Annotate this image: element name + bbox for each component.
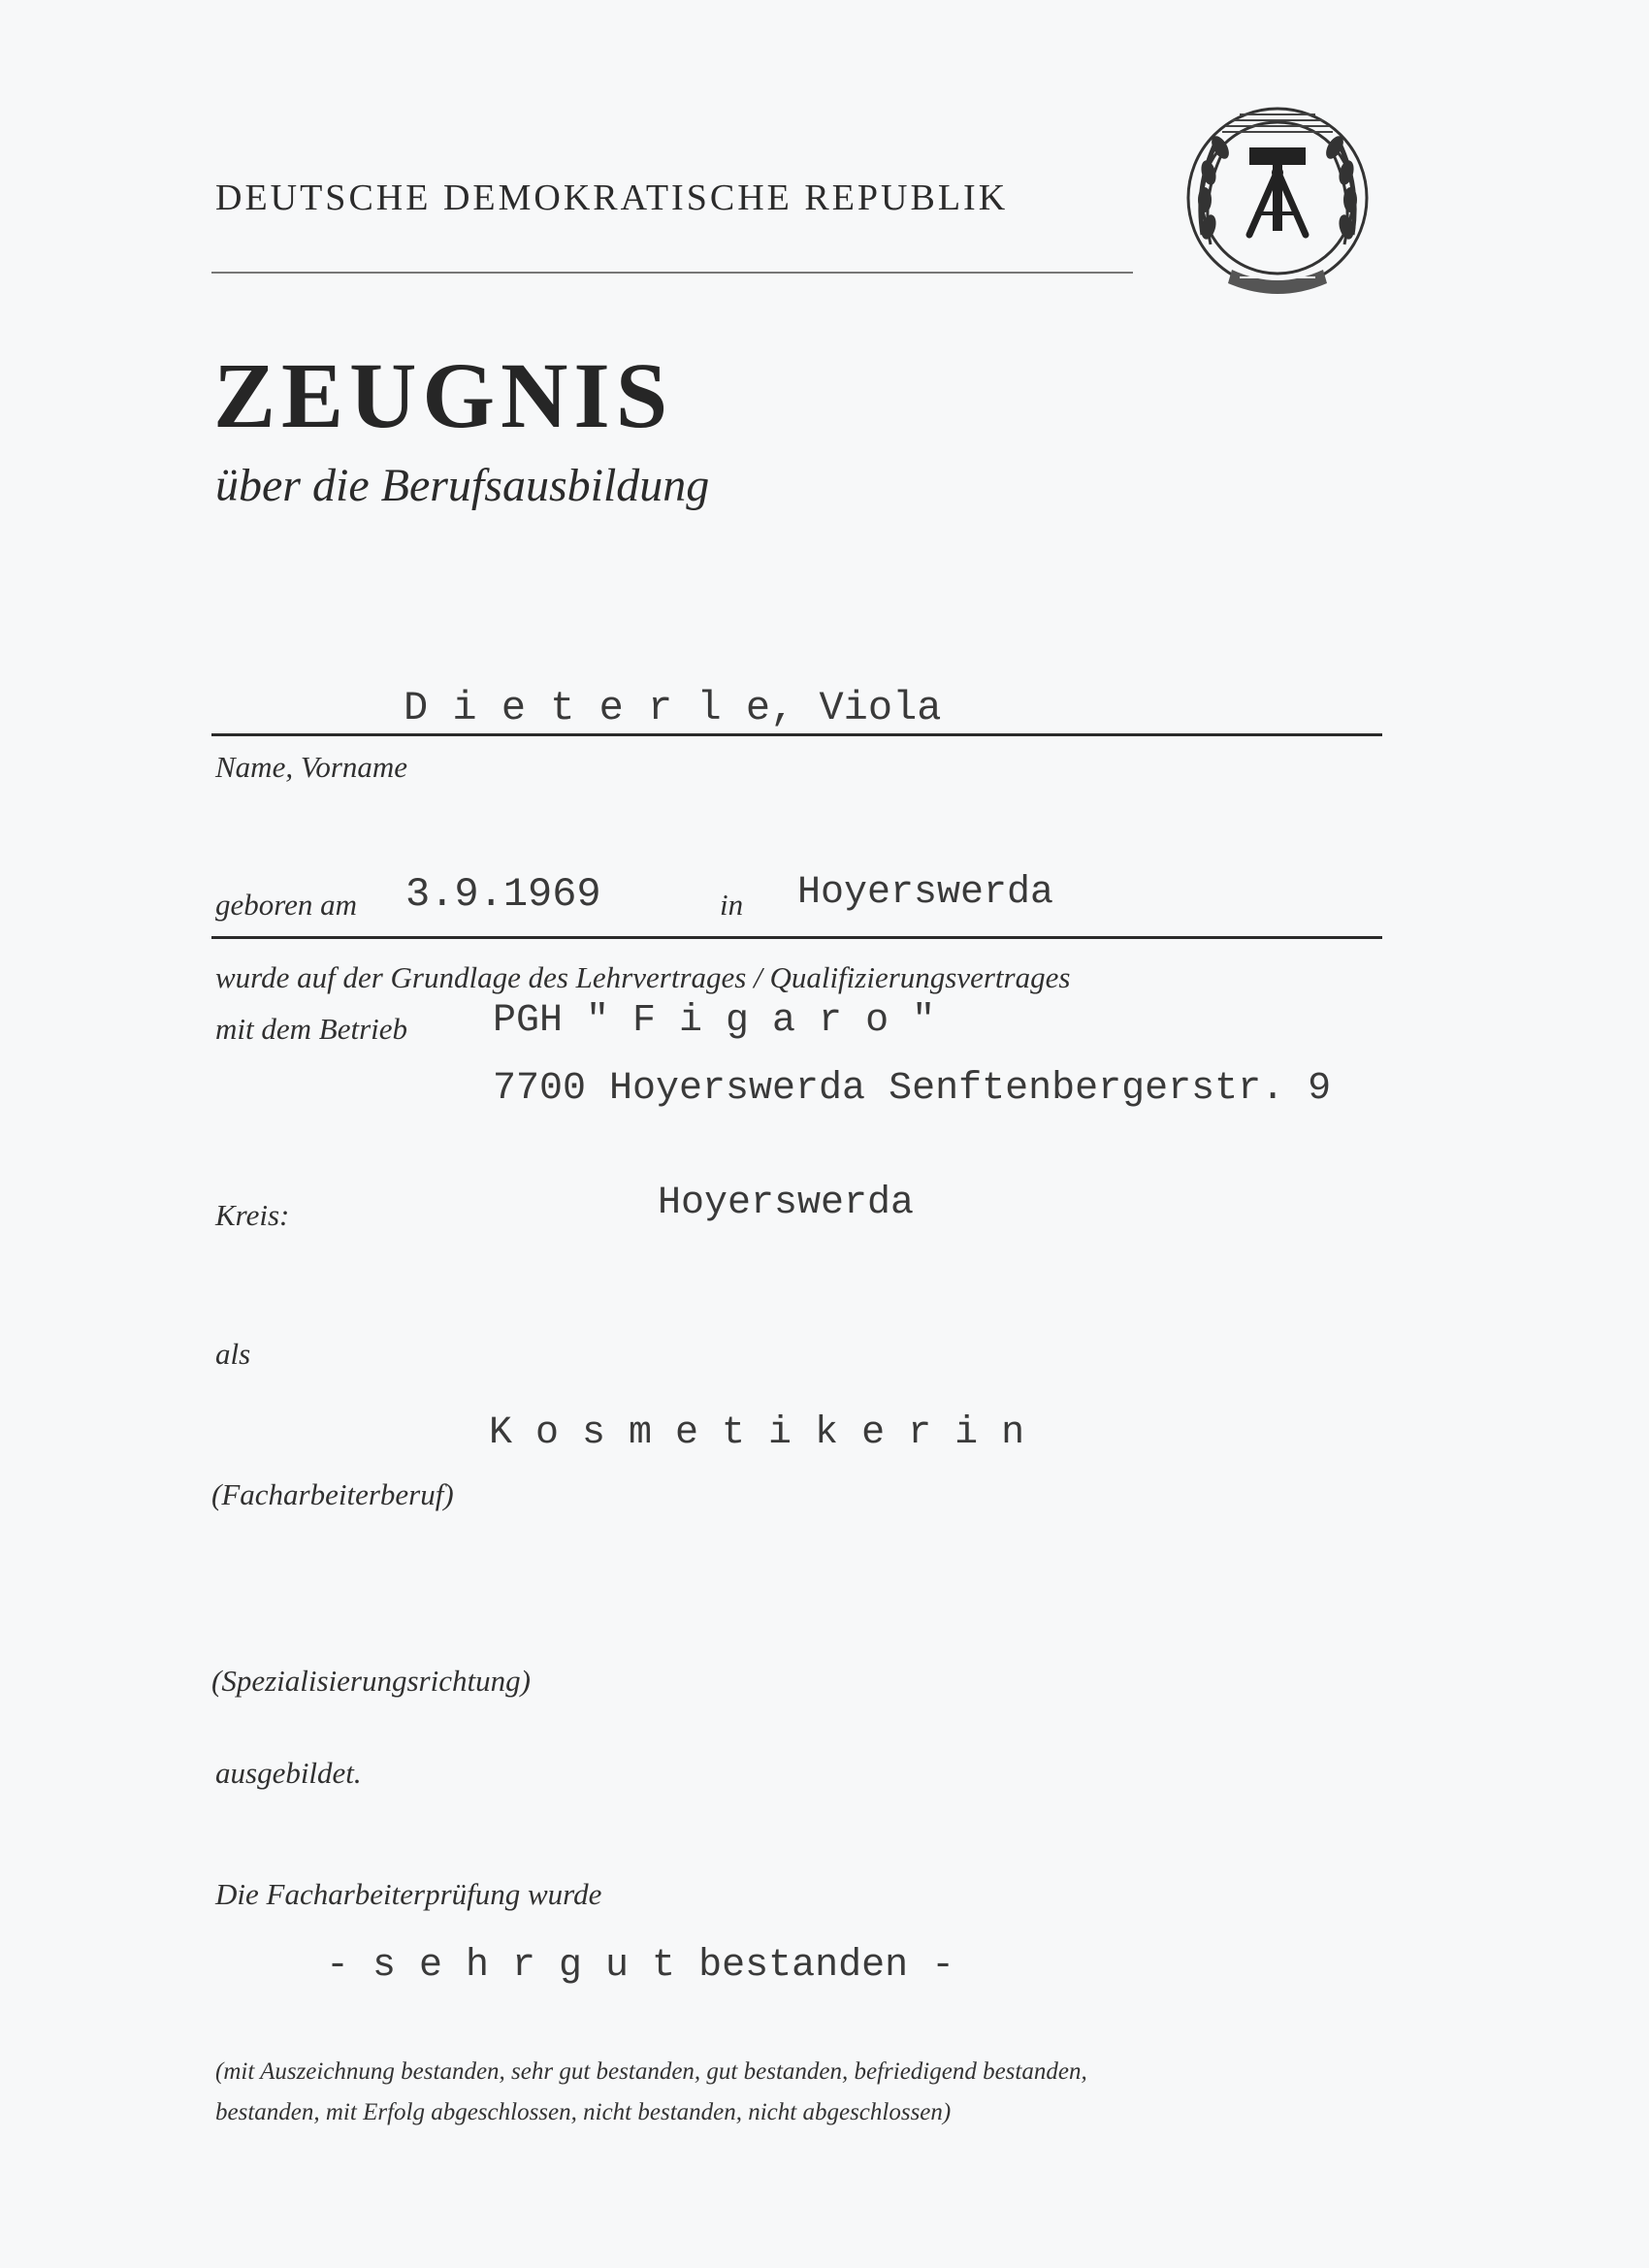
country-heading: DEUTSCHE DEMOKRATISCHE REPUBLIK xyxy=(215,178,1009,218)
training-basis-text: wurde auf der Grundlage des Lehrvertrages / Qualifizierungsvertrages xyxy=(215,960,1071,994)
exam-result-value: - s e h r g u t bestanden - xyxy=(326,1944,955,1988)
trained-label: ausgebildet. xyxy=(215,1756,362,1790)
born-label: geboren am xyxy=(215,888,358,922)
district-label: Kreis: xyxy=(215,1198,290,1232)
exam-intro: Die Facharbeiterprüfung wurde xyxy=(215,1877,602,1911)
document-subtitle: über die Berufsausbildung xyxy=(215,460,710,511)
exam-options-line-1: (mit Auszeichnung bestanden, sehr gut bestanden, gut bestanden, befriedigend bestanden, xyxy=(215,2058,1087,2085)
ddr-state-emblem-icon xyxy=(1181,89,1374,318)
birth-underline xyxy=(211,936,1382,939)
name-underline xyxy=(211,733,1382,736)
birth-in-label: in xyxy=(720,888,744,922)
profession-label: (Facharbeiterberuf) xyxy=(211,1477,454,1511)
company-label: mit dem Betrieb xyxy=(215,1012,408,1046)
name-value: D i e t e r l e, Viola xyxy=(404,685,942,731)
profession-value: K o s m e t i k e r i n xyxy=(489,1411,1025,1455)
as-label: als xyxy=(215,1337,251,1371)
birth-date-value: 3.9.1969 xyxy=(405,871,601,918)
district-value: Hoyerswerda xyxy=(658,1182,915,1225)
exam-options-line-2: bestanden, mit Erfolg abgeschlossen, nicht bestanden, nicht abgeschlossen) xyxy=(215,2099,952,2125)
company-name-value: PGH " F i g a r o " xyxy=(493,999,936,1043)
header-divider xyxy=(211,272,1133,274)
company-address-value: 7700 Hoyerswerda Senftenbergerstr. 9 xyxy=(493,1067,1332,1111)
document-title: ZEUGNIS xyxy=(213,343,674,447)
specialization-label: (Spezialisierungsrichtung) xyxy=(211,1664,531,1698)
birth-place-value: Hoyerswerda xyxy=(797,871,1054,915)
name-label: Name, Vorname xyxy=(215,750,408,784)
